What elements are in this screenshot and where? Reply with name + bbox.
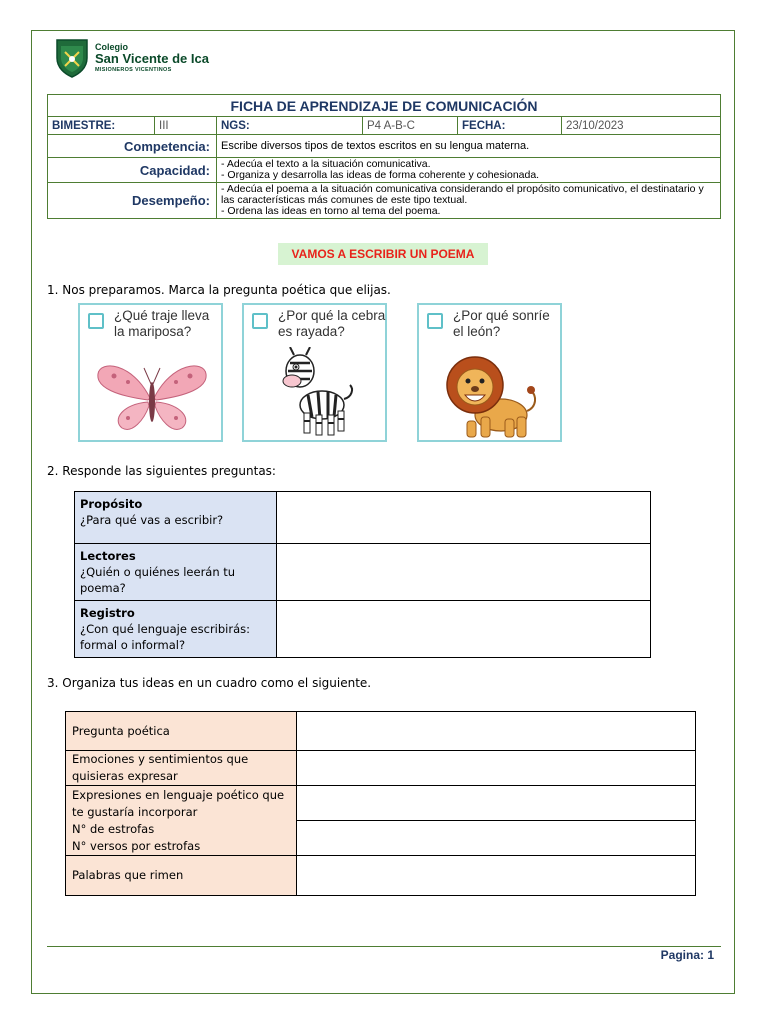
poetic-question-card-zebra[interactable]: [242, 303, 387, 442]
poetic-question-field[interactable]: [297, 712, 696, 751]
planning-table: [74, 491, 651, 658]
lion-icon: [441, 351, 541, 441]
shield-icon: [55, 38, 89, 78]
logo-school-name: San Vicente de Ica: [95, 51, 209, 66]
question-2: 2. Responde las siguientes preguntas:: [47, 464, 276, 478]
capacidad-label: Capacidad:: [48, 158, 217, 183]
page-number: Pagina: 1: [660, 948, 714, 962]
purpose-cell: [75, 492, 277, 544]
school-logo: [55, 38, 255, 80]
logo-line-1: Colegio: [95, 42, 128, 52]
expressions-label: [66, 786, 297, 856]
card-checkbox[interactable]: [252, 313, 268, 329]
readers-text: ¿Quién o quiénes leerán tu poema?: [80, 565, 236, 595]
fecha-value: 23/10/2023: [562, 117, 721, 135]
bimestre-label: BIMESTRE:: [48, 117, 155, 135]
stanzas-text: N° de estrofas: [72, 821, 155, 836]
readers-answer-field[interactable]: [277, 544, 651, 601]
readers-title: Lectores: [80, 549, 136, 563]
desempeno-value: [217, 183, 721, 219]
expressions-text: Expresiones en lenguaje poético que te gustaría incorporar: [72, 787, 285, 819]
capacidad-item-1: - Adecúa el texto a la situación comunicativa.: [221, 158, 431, 170]
stanzas-field[interactable]: [297, 821, 696, 856]
expressions-field[interactable]: [297, 786, 696, 821]
question-1: 1. Nos preparamos. Marca la pregunta poética que elijas.: [47, 283, 391, 297]
ideas-table: [65, 711, 696, 896]
capacidad-value: [217, 158, 721, 183]
card-checkbox[interactable]: [88, 313, 104, 329]
ngs-value: P4 A-B-C: [363, 117, 458, 135]
competencia-value: Escribe diversos tipos de textos escritos en su lengua materna.: [217, 135, 721, 158]
section-banner: VAMOS A ESCRIBIR UN POEMA: [278, 243, 488, 265]
emotions-field[interactable]: [297, 751, 696, 786]
purpose-answer-field[interactable]: [277, 492, 651, 544]
poetic-question-card-butterfly[interactable]: [78, 303, 223, 442]
poetic-question-label: Pregunta poética: [66, 712, 297, 751]
card-question: ¿Qué traje lleva la mariposa?: [114, 308, 210, 339]
register-answer-field[interactable]: [277, 601, 651, 658]
capacidad-item-2: - Organiza y desarrolla las ideas de forma coherente y cohesionada.: [221, 169, 540, 181]
card-checkbox[interactable]: [427, 313, 443, 329]
card-question: ¿Por qué sonríe el león?: [453, 308, 550, 339]
desempeno-item-2: - Ordena las ideas en torno al tema del poema.: [221, 205, 441, 217]
page-title: FICHA DE APRENDIZAJE DE COMUNICACIÓN: [48, 95, 721, 117]
poetic-question-card-lion[interactable]: [417, 303, 562, 442]
register-title: Registro: [80, 606, 135, 620]
rhymes-field[interactable]: [297, 856, 696, 896]
footer-divider: [47, 946, 721, 947]
ngs-label: NGS:: [217, 117, 363, 135]
register-text: ¿Con qué lenguaje escribirás: formal o informal?: [80, 622, 251, 652]
emotions-label: Emociones y sentimientos que quisieras expresar: [66, 751, 297, 786]
zebra-icon: [278, 347, 358, 439]
competencia-label: Competencia:: [48, 135, 217, 158]
logo-subtitle: MISIONEROS VICENTINOS: [95, 67, 172, 73]
desempeno-item-1: - Adecúa el poema a la situación comunicativa considerando el propósito comunicativo, el destinatario y las características más comunes de este tipo textual.: [221, 183, 704, 206]
bimestre-value: III: [155, 117, 217, 135]
fecha-label: FECHA:: [458, 117, 562, 135]
readers-cell: [75, 544, 277, 601]
purpose-text: ¿Para qué vas a escribir?: [80, 513, 224, 527]
purpose-title: Propósito: [80, 497, 143, 511]
verses-text: N° versos por estrofas: [72, 838, 201, 853]
register-cell: [75, 601, 277, 658]
butterfly-icon: [92, 360, 212, 435]
rhymes-label: Palabras que rimen: [66, 856, 297, 896]
desempeno-label: Desempeño:: [48, 183, 217, 219]
question-3: 3. Organiza tus ideas en un cuadro como el siguiente.: [47, 676, 372, 690]
card-question: ¿Por qué la cebra es rayada?: [278, 308, 386, 339]
header-table: [47, 94, 721, 219]
